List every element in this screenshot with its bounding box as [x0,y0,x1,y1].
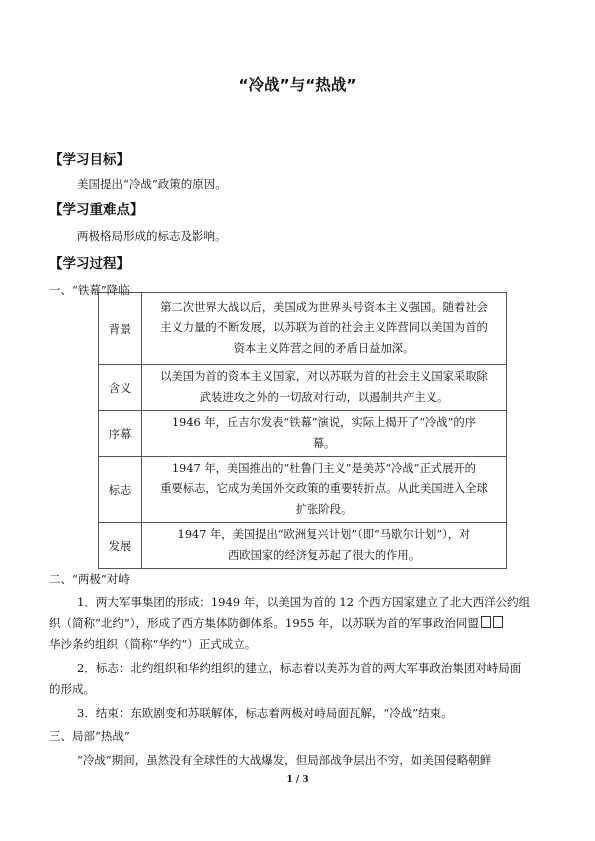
missing-glyph-icon [481,616,491,628]
row-line: 重要标志，它成为美国外交政策的重要转折点。从此美国进入全球 [160,482,488,496]
row-content [142,411,507,457]
row-label: 标志 [99,457,142,523]
row-content [142,365,507,411]
part1-heading: 一、“铁幕”降临 [49,283,130,297]
row-label: 含义 [99,365,142,411]
row-line: 幕。 [312,436,336,450]
row-line: 主义力量的不断发展，以苏联为首的社会主义阵营同以美国为首的 [160,321,488,335]
part2-p3-line1: 3．结束：东欧剧变和苏联解体，标志着两极对峙局面瓦解，“冷战”结束。 [77,706,453,720]
part2-p1-line1: 1．两大军事集团的形成：1949 年，以美国为首的 12 个西方国家建立了北大西洋公约组 [77,595,531,609]
row-line: 武装进攻之外的一切敌对行动，以遏制共产主义。 [199,390,449,404]
iron-curtain-table [98,292,507,569]
goal-heading: 【学习目标】 [49,152,130,168]
row-content [142,457,507,523]
row-line: 以美国为首的资本主义国家，对以苏联为首的社会主义国家采取除 [160,370,488,383]
row-line: 西欧国家的经济复苏起了很大的作用。 [227,548,421,562]
part2-p1-line2-text: 织（简称“北约”），形成了西方集体防御体系。1955 年，以苏联为首的军事政治同盟 [49,616,479,630]
part2-p1-line3: 华沙条约组织（简称“华约”）正式成立。 [49,637,257,651]
row-line: 资本主义阵营之间的矛盾日益加深。 [233,341,415,355]
part3-heading: 三、局部“热战” [49,729,130,743]
process-heading: 【学习过程】 [49,256,130,272]
row-content [142,523,507,569]
row-content [142,293,507,365]
row-line: 1946 年，丘吉尔发表“铁幕”演说，实际上揭开了“冷战”的序 [172,416,476,429]
row-label: 背景 [99,293,142,365]
row-line: 第二次世界大战以后，美国成为世界头号资本主义强国。随着社会 [160,300,488,314]
part2-heading: 二、“两极”对峙 [49,572,130,586]
table-row [99,293,507,365]
page-number: 1 / 3 [286,775,309,785]
part2-p2-line2: 的形成。 [49,682,95,696]
table-row [99,365,507,411]
page-title: “冷战”与“热战” [238,76,357,94]
table-row [99,457,507,523]
part2-p2-line1: 2．标志：北约组织和华约组织的建立，标志着以美苏为首的两大军事政治集团对峙局面 [77,661,522,675]
goal-text: 美国提出“冷战”政策的原因。 [77,177,227,191]
row-line: 1947 年，美国提出“欧洲复兴计划”（即“马歇尔计划”），对 [177,528,471,541]
missing-glyph-icon [493,616,503,628]
key-heading: 【学习重难点】 [49,202,144,218]
row-label: 序幕 [99,411,142,457]
row-line: 1947 年，美国推出的“杜鲁门主义”是美苏“冷战”正式展开的 [172,461,476,475]
table-row [99,523,507,569]
key-text: 两极格局形成的标志及影响。 [77,229,227,243]
row-label: 发展 [99,523,142,569]
part2-p1-line2 [49,613,503,633]
part3-p1-line1: “冷战”期间，虽然没有全球性的大战爆发，但局部战争层出不穷，如美国侵略朝鲜 [77,753,492,767]
table-row [99,411,507,457]
row-line: 扩张阶段。 [295,502,353,516]
